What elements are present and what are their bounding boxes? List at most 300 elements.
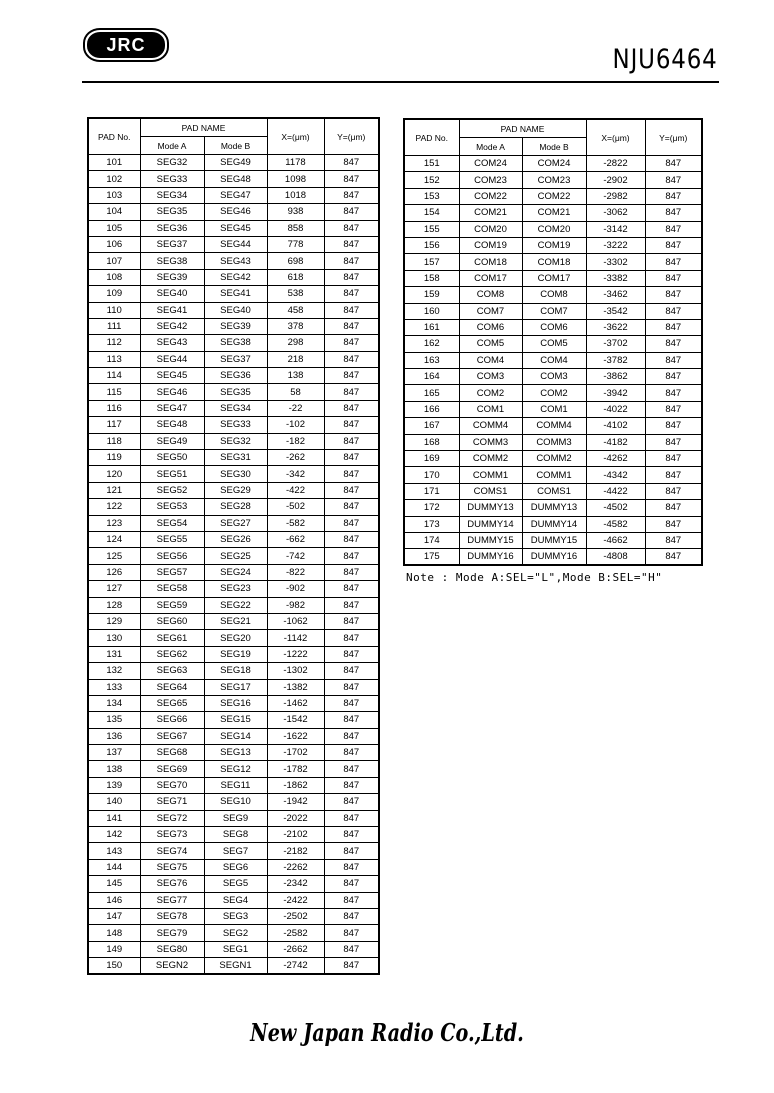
pad-no-cell: 103 bbox=[88, 187, 140, 203]
mode-b-cell: SEG12 bbox=[204, 761, 267, 777]
y-cell: 847 bbox=[645, 172, 702, 188]
y-cell: 847 bbox=[324, 515, 379, 531]
mode-b-cell: SEG1 bbox=[204, 941, 267, 957]
mode-a-cell: SEG76 bbox=[140, 876, 204, 892]
y-cell: 847 bbox=[645, 237, 702, 253]
x-cell: -822 bbox=[267, 564, 324, 580]
mode-a-cell: SEG49 bbox=[140, 433, 204, 449]
x-cell: 618 bbox=[267, 269, 324, 285]
y-cell: 847 bbox=[324, 695, 379, 711]
y-cell: 847 bbox=[324, 318, 379, 334]
mode-a-cell: SEG80 bbox=[140, 941, 204, 957]
pad-no-cell: 127 bbox=[88, 581, 140, 597]
table-row bbox=[404, 385, 702, 401]
mode-a-cell: SEG38 bbox=[140, 253, 204, 269]
x-cell: -1702 bbox=[267, 745, 324, 761]
mode-b-cell: COM18 bbox=[522, 254, 586, 270]
table-row bbox=[88, 745, 379, 761]
pad-no-cell: 111 bbox=[88, 318, 140, 334]
x-cell: -422 bbox=[267, 482, 324, 498]
mode-b-cell: SEG37 bbox=[204, 351, 267, 367]
pad-no-cell: 158 bbox=[404, 270, 459, 286]
table-row bbox=[88, 564, 379, 580]
pad-no-cell: 140 bbox=[88, 794, 140, 810]
mode-b-cell: SEG33 bbox=[204, 417, 267, 433]
x-cell: -4102 bbox=[586, 418, 645, 434]
x-cell: -2902 bbox=[586, 172, 645, 188]
table-row bbox=[88, 794, 379, 810]
pad-no-cell: 159 bbox=[404, 287, 459, 303]
mode-a-cell: COM2 bbox=[459, 385, 522, 401]
y-cell: 847 bbox=[645, 467, 702, 483]
pad-no-cell: 113 bbox=[88, 351, 140, 367]
y-cell: 847 bbox=[645, 270, 702, 286]
table-row bbox=[404, 156, 702, 172]
x-cell: -1302 bbox=[267, 663, 324, 679]
pad-no-cell: 119 bbox=[88, 450, 140, 466]
mode-a-cell: SEG71 bbox=[140, 794, 204, 810]
mode-b-cell: SEG18 bbox=[204, 663, 267, 679]
x-cell: -4662 bbox=[586, 532, 645, 548]
y-cell: 847 bbox=[324, 499, 379, 515]
table-row bbox=[88, 613, 379, 629]
pad-no-cell: 139 bbox=[88, 777, 140, 793]
x-cell: 1098 bbox=[267, 171, 324, 187]
table-row bbox=[404, 401, 702, 417]
mode-b-cell: COM22 bbox=[522, 188, 586, 204]
table-row bbox=[88, 777, 379, 793]
x-cell: -3782 bbox=[586, 352, 645, 368]
mode-a-cell: COMM2 bbox=[459, 451, 522, 467]
pad-no-cell: 167 bbox=[404, 418, 459, 434]
table-row bbox=[88, 253, 379, 269]
header-mode-a: Mode A bbox=[140, 137, 204, 155]
pad-no-cell: 128 bbox=[88, 597, 140, 613]
pad-table-right-body bbox=[404, 156, 702, 566]
mode-b-cell: COM21 bbox=[522, 205, 586, 221]
mode-a-cell: COM7 bbox=[459, 303, 522, 319]
table-row bbox=[88, 450, 379, 466]
mode-a-cell: SEG65 bbox=[140, 695, 204, 711]
x-cell: -3862 bbox=[586, 369, 645, 385]
x-cell: -1622 bbox=[267, 728, 324, 744]
pad-no-cell: 173 bbox=[404, 516, 459, 532]
y-cell: 847 bbox=[324, 564, 379, 580]
table-row bbox=[88, 925, 379, 941]
x-cell: 1178 bbox=[267, 155, 324, 171]
y-cell: 847 bbox=[645, 401, 702, 417]
x-cell: -2182 bbox=[267, 843, 324, 859]
mode-a-cell: COMM4 bbox=[459, 418, 522, 434]
y-cell: 847 bbox=[324, 155, 379, 171]
table-row bbox=[404, 188, 702, 204]
x-cell: -2102 bbox=[267, 827, 324, 843]
pad-no-cell: 136 bbox=[88, 728, 140, 744]
mode-a-cell: DUMMY13 bbox=[459, 500, 522, 516]
x-cell: -22 bbox=[267, 400, 324, 416]
pad-no-cell: 148 bbox=[88, 925, 140, 941]
pad-no-cell: 135 bbox=[88, 712, 140, 728]
y-cell: 847 bbox=[324, 892, 379, 908]
mode-b-cell: SEG13 bbox=[204, 745, 267, 761]
mode-a-cell: SEG64 bbox=[140, 679, 204, 695]
x-cell: 218 bbox=[267, 351, 324, 367]
table-row bbox=[88, 515, 379, 531]
mode-a-cell: SEG66 bbox=[140, 712, 204, 728]
y-cell: 847 bbox=[324, 466, 379, 482]
y-cell: 847 bbox=[645, 254, 702, 270]
y-cell: 847 bbox=[645, 434, 702, 450]
x-cell: -4582 bbox=[586, 516, 645, 532]
y-cell: 847 bbox=[324, 859, 379, 875]
pad-no-cell: 154 bbox=[404, 205, 459, 221]
mode-b-cell: COM20 bbox=[522, 221, 586, 237]
pad-no-cell: 144 bbox=[88, 859, 140, 875]
table-row bbox=[404, 270, 702, 286]
mode-a-cell: SEG40 bbox=[140, 286, 204, 302]
y-cell: 847 bbox=[324, 236, 379, 252]
y-cell: 847 bbox=[324, 663, 379, 679]
table-row bbox=[88, 827, 379, 843]
header-y: Y=(μm) bbox=[324, 118, 379, 155]
mode-a-cell: SEG69 bbox=[140, 761, 204, 777]
pad-no-cell: 141 bbox=[88, 810, 140, 826]
mode-b-cell: SEG48 bbox=[204, 171, 267, 187]
header-y: Y=(μm) bbox=[645, 119, 702, 156]
table-row bbox=[404, 336, 702, 352]
table-row bbox=[88, 876, 379, 892]
y-cell: 847 bbox=[324, 761, 379, 777]
table-row bbox=[404, 221, 702, 237]
mode-b-cell: SEG44 bbox=[204, 236, 267, 252]
y-cell: 847 bbox=[324, 400, 379, 416]
pad-no-cell: 114 bbox=[88, 368, 140, 384]
pad-no-cell: 172 bbox=[404, 500, 459, 516]
mode-a-cell: COM5 bbox=[459, 336, 522, 352]
mode-b-cell: SEG27 bbox=[204, 515, 267, 531]
table-row bbox=[404, 500, 702, 516]
y-cell: 847 bbox=[324, 433, 379, 449]
mode-b-cell: COMS1 bbox=[522, 483, 586, 499]
mode-a-cell: SEG47 bbox=[140, 400, 204, 416]
mode-b-cell: SEG28 bbox=[204, 499, 267, 515]
x-cell: -1862 bbox=[267, 777, 324, 793]
table-row bbox=[88, 958, 379, 974]
pad-no-cell: 157 bbox=[404, 254, 459, 270]
pad-no-cell: 109 bbox=[88, 286, 140, 302]
mode-a-cell: SEG57 bbox=[140, 564, 204, 580]
pad-no-cell: 137 bbox=[88, 745, 140, 761]
table-row bbox=[88, 663, 379, 679]
x-cell: -3622 bbox=[586, 319, 645, 335]
y-cell: 847 bbox=[645, 369, 702, 385]
pad-no-cell: 143 bbox=[88, 843, 140, 859]
y-cell: 847 bbox=[324, 908, 379, 924]
table-row bbox=[404, 303, 702, 319]
y-cell: 847 bbox=[324, 253, 379, 269]
mode-b-cell: SEGN1 bbox=[204, 958, 267, 974]
pad-no-cell: 138 bbox=[88, 761, 140, 777]
pad-no-cell: 147 bbox=[88, 908, 140, 924]
y-cell: 847 bbox=[324, 548, 379, 564]
mode-b-cell: SEG26 bbox=[204, 531, 267, 547]
x-cell: -4342 bbox=[586, 467, 645, 483]
y-cell: 847 bbox=[324, 613, 379, 629]
pad-no-cell: 160 bbox=[404, 303, 459, 319]
mode-b-cell: SEG3 bbox=[204, 908, 267, 924]
y-cell: 847 bbox=[324, 679, 379, 695]
x-cell: 778 bbox=[267, 236, 324, 252]
mode-b-cell: SEG2 bbox=[204, 925, 267, 941]
x-cell: -1462 bbox=[267, 695, 324, 711]
header-pad-no: PAD No. bbox=[404, 119, 459, 156]
mode-b-cell: DUMMY16 bbox=[522, 549, 586, 565]
mode-a-cell: SEG43 bbox=[140, 335, 204, 351]
mode-a-cell: COM6 bbox=[459, 319, 522, 335]
mode-a-cell: DUMMY14 bbox=[459, 516, 522, 532]
mode-b-cell: SEG46 bbox=[204, 204, 267, 220]
table-row bbox=[88, 679, 379, 695]
y-cell: 847 bbox=[324, 286, 379, 302]
pad-no-cell: 170 bbox=[404, 467, 459, 483]
mode-b-cell: SEG43 bbox=[204, 253, 267, 269]
pad-no-cell: 123 bbox=[88, 515, 140, 531]
x-cell: -3302 bbox=[586, 254, 645, 270]
pad-table-left bbox=[87, 117, 380, 975]
pad-no-cell: 149 bbox=[88, 941, 140, 957]
y-cell: 847 bbox=[324, 417, 379, 433]
y-cell: 847 bbox=[324, 597, 379, 613]
pad-no-cell: 102 bbox=[88, 171, 140, 187]
table-row bbox=[404, 172, 702, 188]
y-cell: 847 bbox=[645, 336, 702, 352]
mode-a-cell: SEG78 bbox=[140, 908, 204, 924]
mode-a-cell: COM18 bbox=[459, 254, 522, 270]
x-cell: 138 bbox=[267, 368, 324, 384]
y-cell: 847 bbox=[324, 941, 379, 957]
x-cell: -4808 bbox=[586, 549, 645, 565]
pad-no-cell: 108 bbox=[88, 269, 140, 285]
table-row bbox=[88, 433, 379, 449]
table-row bbox=[88, 581, 379, 597]
mode-a-cell: SEG56 bbox=[140, 548, 204, 564]
pad-no-cell: 110 bbox=[88, 302, 140, 318]
header-rule bbox=[82, 81, 719, 83]
y-cell: 847 bbox=[324, 531, 379, 547]
mode-a-cell: SEG51 bbox=[140, 466, 204, 482]
mode-a-cell: COM22 bbox=[459, 188, 522, 204]
pad-no-cell: 101 bbox=[88, 155, 140, 171]
x-cell: 458 bbox=[267, 302, 324, 318]
mode-b-cell: SEG49 bbox=[204, 155, 267, 171]
pad-no-cell: 115 bbox=[88, 384, 140, 400]
mode-b-cell: COMM1 bbox=[522, 467, 586, 483]
table-row bbox=[404, 516, 702, 532]
table-row bbox=[88, 892, 379, 908]
y-cell: 847 bbox=[645, 303, 702, 319]
mode-b-cell: SEG36 bbox=[204, 368, 267, 384]
pad-no-cell: 121 bbox=[88, 482, 140, 498]
y-cell: 847 bbox=[645, 483, 702, 499]
table-row bbox=[88, 843, 379, 859]
mode-b-cell: SEG10 bbox=[204, 794, 267, 810]
table-row bbox=[88, 318, 379, 334]
mode-b-cell: SEG24 bbox=[204, 564, 267, 580]
x-cell: -982 bbox=[267, 597, 324, 613]
mode-a-cell: DUMMY15 bbox=[459, 532, 522, 548]
table-row bbox=[88, 646, 379, 662]
table-row bbox=[88, 482, 379, 498]
mode-b-cell: SEG42 bbox=[204, 269, 267, 285]
mode-b-cell: DUMMY13 bbox=[522, 500, 586, 516]
mode-a-cell: SEG67 bbox=[140, 728, 204, 744]
pad-no-cell: 152 bbox=[404, 172, 459, 188]
mode-b-cell: SEG34 bbox=[204, 400, 267, 416]
pad-no-cell: 130 bbox=[88, 630, 140, 646]
y-cell: 847 bbox=[645, 352, 702, 368]
y-cell: 847 bbox=[324, 269, 379, 285]
header-mode-b: Mode B bbox=[522, 138, 586, 156]
mode-b-cell: COM3 bbox=[522, 369, 586, 385]
table-row bbox=[88, 400, 379, 416]
table-row bbox=[404, 369, 702, 385]
mode-b-cell: SEG47 bbox=[204, 187, 267, 203]
y-cell: 847 bbox=[645, 451, 702, 467]
x-cell: -582 bbox=[267, 515, 324, 531]
mode-b-cell: COM23 bbox=[522, 172, 586, 188]
mode-a-cell: SEG37 bbox=[140, 236, 204, 252]
y-cell: 847 bbox=[324, 876, 379, 892]
y-cell: 847 bbox=[324, 810, 379, 826]
table-row bbox=[88, 286, 379, 302]
mode-b-cell: SEG22 bbox=[204, 597, 267, 613]
table-row bbox=[88, 531, 379, 547]
y-cell: 847 bbox=[645, 156, 702, 172]
x-cell: -2262 bbox=[267, 859, 324, 875]
mode-b-cell: SEG41 bbox=[204, 286, 267, 302]
x-cell: -262 bbox=[267, 450, 324, 466]
mode-a-cell: SEG41 bbox=[140, 302, 204, 318]
table-row bbox=[404, 434, 702, 450]
mode-b-cell: DUMMY15 bbox=[522, 532, 586, 548]
pad-no-cell: 146 bbox=[88, 892, 140, 908]
pad-no-cell: 105 bbox=[88, 220, 140, 236]
table-row bbox=[404, 352, 702, 368]
mode-b-cell: SEG45 bbox=[204, 220, 267, 236]
x-cell: -902 bbox=[267, 581, 324, 597]
mode-b-cell: SEG40 bbox=[204, 302, 267, 318]
pad-no-cell: 125 bbox=[88, 548, 140, 564]
x-cell: -4182 bbox=[586, 434, 645, 450]
mode-b-cell: COM7 bbox=[522, 303, 586, 319]
header-x: X=(μm) bbox=[586, 119, 645, 156]
jrc-logo-inner bbox=[87, 32, 165, 58]
x-cell: -3702 bbox=[586, 336, 645, 352]
x-cell: -1062 bbox=[267, 613, 324, 629]
x-cell: -1782 bbox=[267, 761, 324, 777]
mode-a-cell: COM23 bbox=[459, 172, 522, 188]
mode-a-cell: SEG62 bbox=[140, 646, 204, 662]
table-row bbox=[88, 728, 379, 744]
mode-b-cell: SEG25 bbox=[204, 548, 267, 564]
header-mode-a: Mode A bbox=[459, 138, 522, 156]
mode-b-cell: SEG20 bbox=[204, 630, 267, 646]
x-cell: -4422 bbox=[586, 483, 645, 499]
mode-b-cell: COMM2 bbox=[522, 451, 586, 467]
y-cell: 847 bbox=[324, 581, 379, 597]
mode-a-cell: SEG52 bbox=[140, 482, 204, 498]
pad-no-cell: 118 bbox=[88, 433, 140, 449]
jrc-logo bbox=[83, 28, 169, 62]
y-cell: 847 bbox=[324, 187, 379, 203]
header-pad-name: PAD NAME bbox=[140, 118, 267, 137]
pad-no-cell: 124 bbox=[88, 531, 140, 547]
y-cell: 847 bbox=[324, 925, 379, 941]
mode-a-cell: SEG42 bbox=[140, 318, 204, 334]
x-cell: -3462 bbox=[586, 287, 645, 303]
y-cell: 847 bbox=[324, 728, 379, 744]
header-pad-name: PAD NAME bbox=[459, 119, 586, 138]
mode-b-cell: COMM4 bbox=[522, 418, 586, 434]
mode-a-cell: SEG46 bbox=[140, 384, 204, 400]
pad-no-cell: 163 bbox=[404, 352, 459, 368]
y-cell: 847 bbox=[645, 188, 702, 204]
mode-a-cell: SEG33 bbox=[140, 171, 204, 187]
table-row bbox=[88, 499, 379, 515]
mode-b-cell: COM5 bbox=[522, 336, 586, 352]
pad-table-right bbox=[403, 118, 703, 566]
pad-no-cell: 117 bbox=[88, 417, 140, 433]
header-pad-no: PAD No. bbox=[88, 118, 140, 155]
y-cell: 847 bbox=[324, 220, 379, 236]
mode-b-cell: SEG9 bbox=[204, 810, 267, 826]
mode-b-cell: COM6 bbox=[522, 319, 586, 335]
mode-a-cell: SEG36 bbox=[140, 220, 204, 236]
table-row bbox=[88, 417, 379, 433]
pad-table-left-body bbox=[88, 155, 379, 975]
mode-a-cell: COM8 bbox=[459, 287, 522, 303]
mode-note: Note : Mode A:SEL="L",Mode B:SEL="H" bbox=[406, 571, 663, 584]
x-cell: -182 bbox=[267, 433, 324, 449]
table-row bbox=[88, 810, 379, 826]
pad-no-cell: 132 bbox=[88, 663, 140, 679]
mode-b-cell: SEG15 bbox=[204, 712, 267, 728]
mode-a-cell: SEG72 bbox=[140, 810, 204, 826]
mode-a-cell: DUMMY16 bbox=[459, 549, 522, 565]
table-row bbox=[404, 254, 702, 270]
mode-b-cell: SEG5 bbox=[204, 876, 267, 892]
mode-a-cell: SEG32 bbox=[140, 155, 204, 171]
table-row bbox=[88, 548, 379, 564]
table-row bbox=[88, 908, 379, 924]
x-cell: -2662 bbox=[267, 941, 324, 957]
y-cell: 847 bbox=[324, 482, 379, 498]
table-row bbox=[404, 532, 702, 548]
mode-a-cell: COMS1 bbox=[459, 483, 522, 499]
mode-b-cell: SEG39 bbox=[204, 318, 267, 334]
pad-no-cell: 164 bbox=[404, 369, 459, 385]
mode-a-cell: SEG77 bbox=[140, 892, 204, 908]
mode-a-cell: SEG39 bbox=[140, 269, 204, 285]
mode-a-cell: COM20 bbox=[459, 221, 522, 237]
mode-b-cell: COM1 bbox=[522, 401, 586, 417]
table-row bbox=[88, 269, 379, 285]
mode-a-cell: COM4 bbox=[459, 352, 522, 368]
mode-a-cell: SEGN2 bbox=[140, 958, 204, 974]
table-row bbox=[404, 237, 702, 253]
x-cell: -2502 bbox=[267, 908, 324, 924]
table-row bbox=[88, 351, 379, 367]
